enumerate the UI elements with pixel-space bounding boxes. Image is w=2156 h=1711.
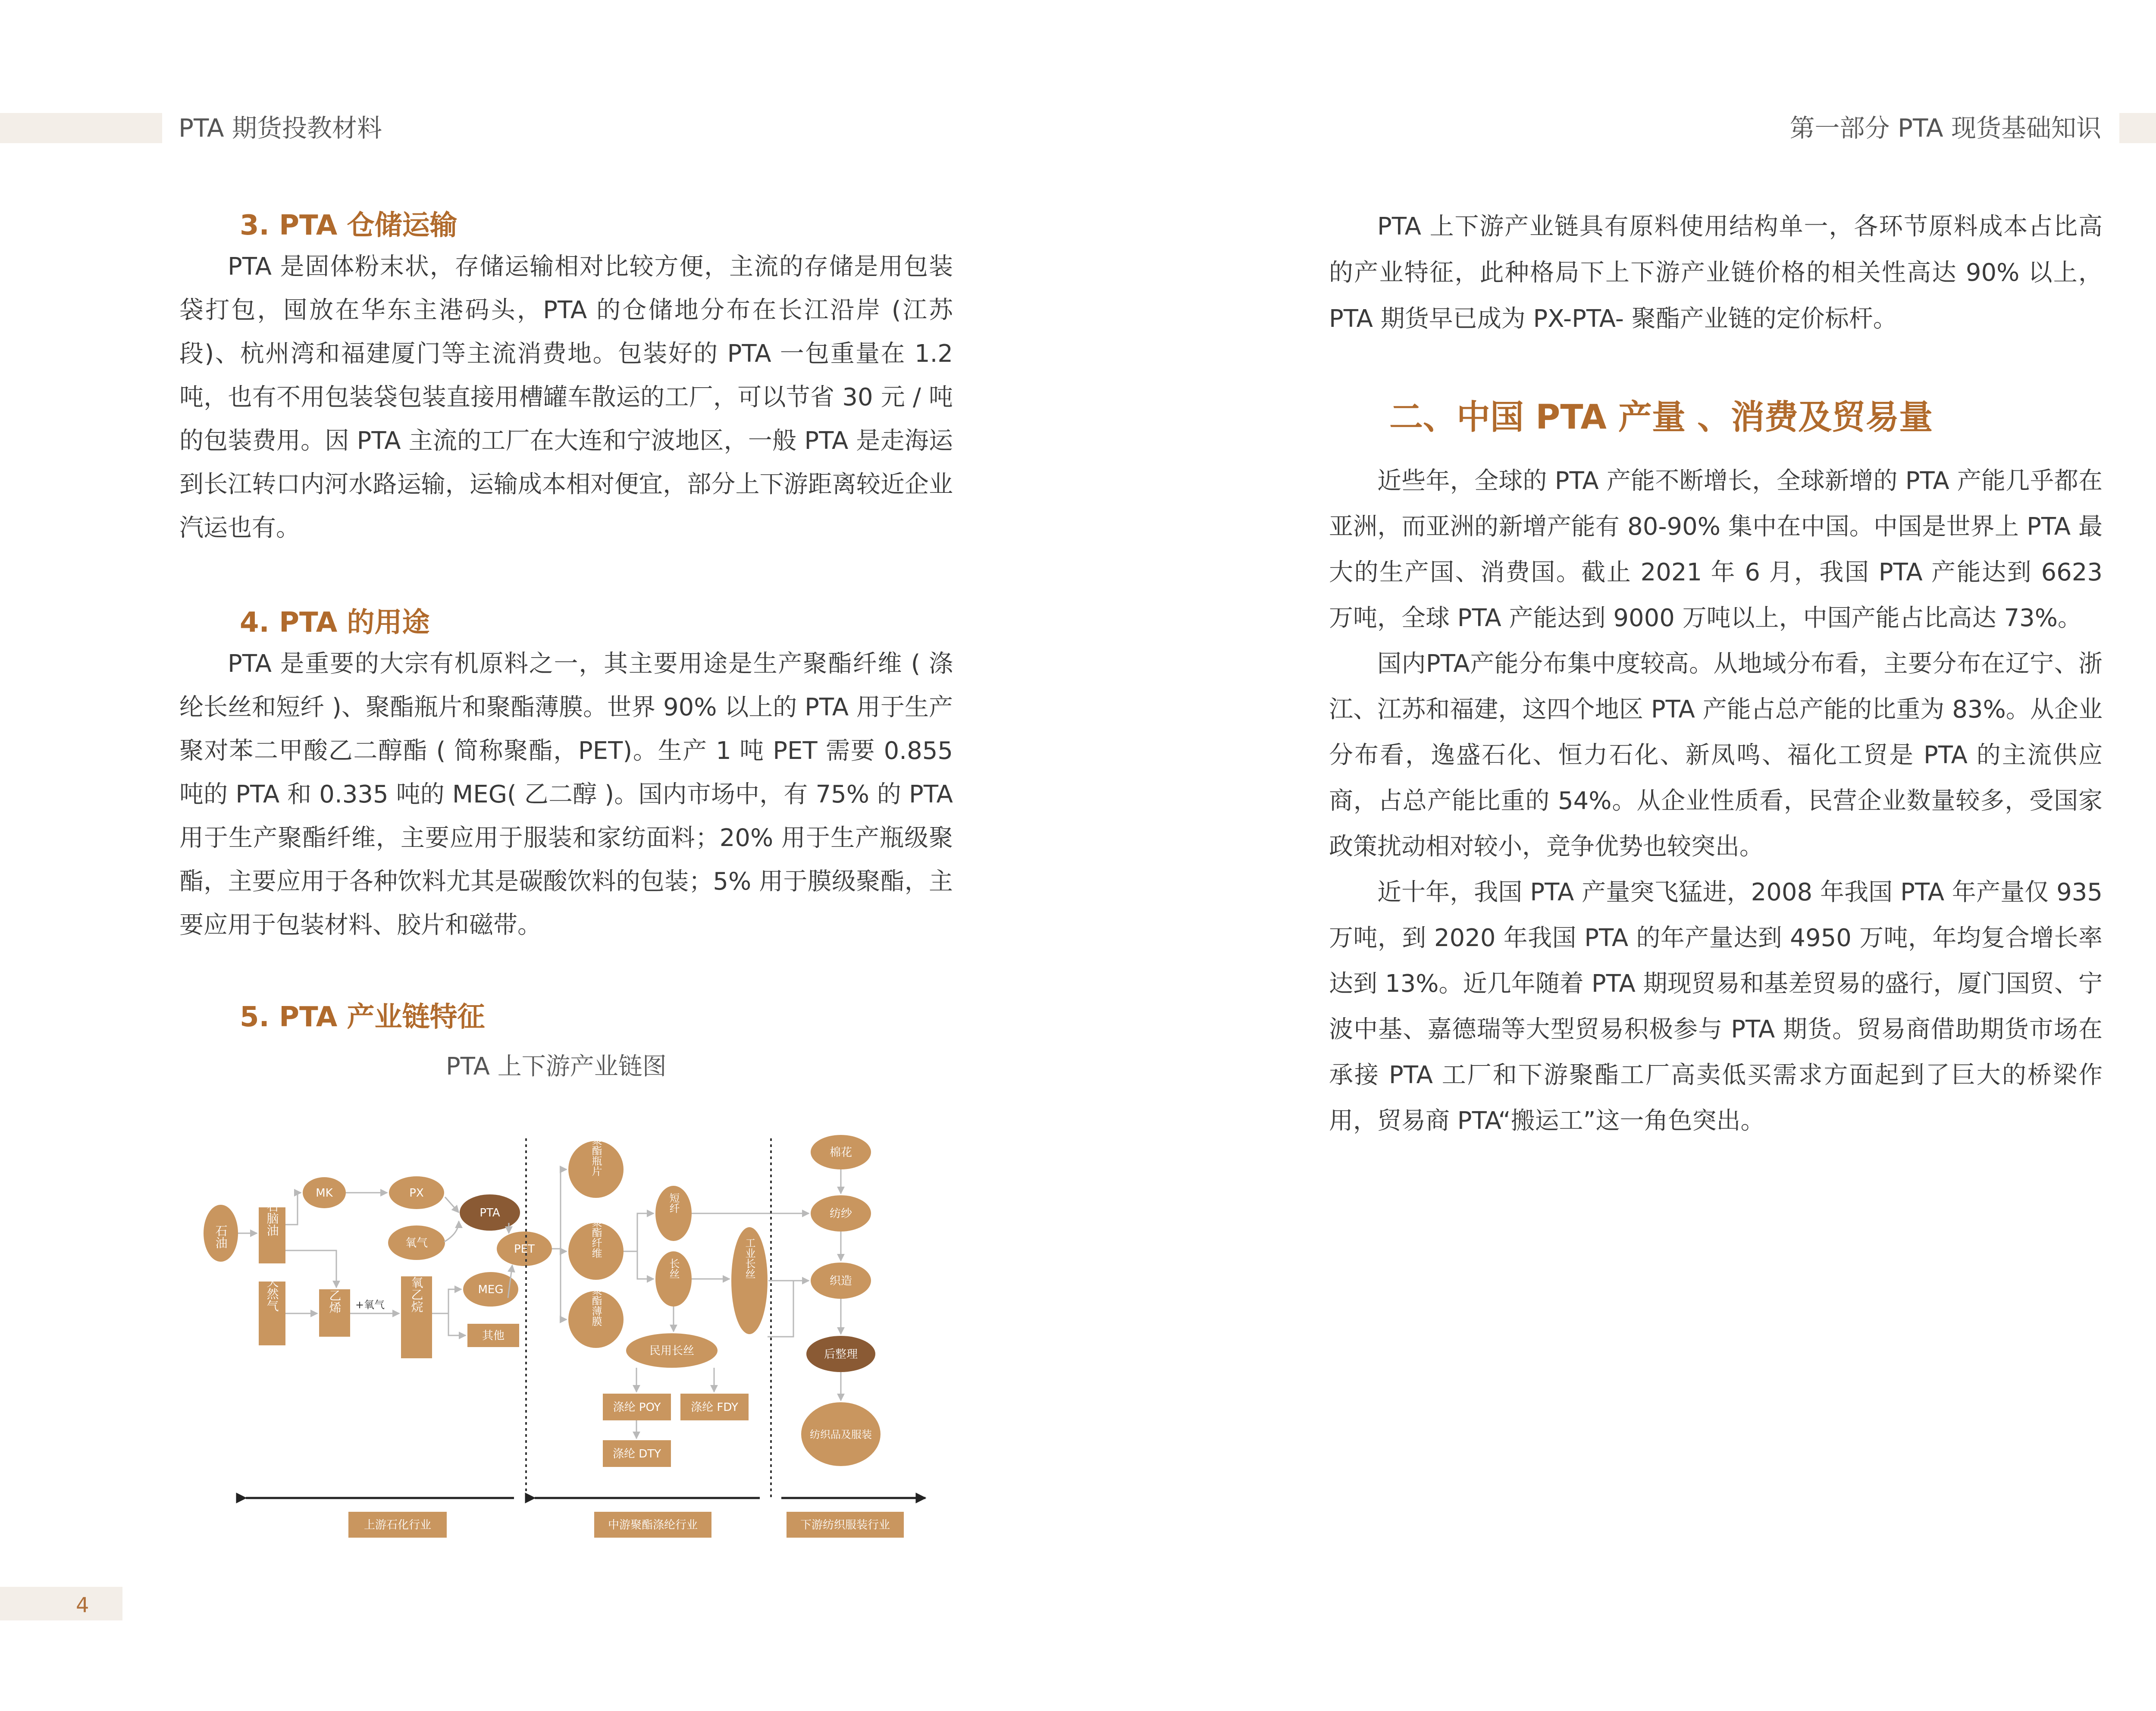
industry-chain-diagram: [190, 1121, 949, 1544]
node-label-poy: 涤纶 POY: [613, 1401, 661, 1414]
node-label-huanyang: 环氧乙烷: [409, 1264, 424, 1313]
node-label-plus-o2: +氧气: [355, 1299, 385, 1311]
node-label-fdy: 涤纶 FDY: [691, 1401, 738, 1414]
header-band-left: [0, 113, 162, 143]
node-label-yangqi: 氧气: [405, 1237, 428, 1250]
label-downstream: 下游纺织服装行业: [800, 1519, 890, 1532]
header-band-right: [2119, 113, 2156, 143]
node-label-xianwei: 聚酯纤维: [590, 1217, 602, 1258]
node-label-baomo: 聚酯薄膜: [590, 1285, 602, 1326]
node-label-dty: 涤纶 DTY: [612, 1448, 661, 1460]
paragraph-3: 近十年，我国 PTA 产量突飞猛进，2008 年我国 PTA 年产量仅 935 万吨，到 2020 年我国 PTA 的年产量达到 4950 万吨，年均复合增长率达到 13%。近几年随着 PTA 期现贸易和基差贸易的盛行，厦门国贸、宁波中基、嘉德瑞等大型贸易积极参与 PTA 期货。贸易商借助期货市场在承接 PTA 工厂和下游聚酯工厂高卖低买需求方面起到了巨大的桥梁作用，贸易商 PTA“搬运工”这一角色突出。: [1329, 878, 2103, 1135]
node-label-pingpian: 聚酯瓶片: [590, 1135, 602, 1176]
section-3-text: PTA 是固体粉末状，存储运输相对比较方便，主流的存储是用包装袋打包，囤放在华东主港码头，PTA 的仓储地分布在长江沿岸 (江苏段)、杭州湾和福建厦门等主流消费地。包装好的 PTA 一包重量在 1.2 吨，也有不用包装袋包装直接用槽罐车散运的工厂，可以节省 30 元 / 吨的包装费用。因 PTA 主流的工厂在大连和宁波地区，一般 PTA 是走海运到长江转口内河水路运输，运输成本相对便宜，部分上下游距离较近企业汽运也有。: [179, 253, 953, 542]
node-label-gongye: 工业长丝: [743, 1238, 755, 1279]
intro-paragraph: PTA 上下游产业链具有原料使用结构单一，各环节原料成本占比高的产业特征，此种格局下上下游产业链价格的相关性高达 90% 以上，PTA 期货早已成为 PX-PTA- 聚酯产业链的定价标杆。: [1329, 213, 2103, 333]
section-3-title: 3. PTA 仓储运输: [240, 210, 458, 241]
node-label-houzhengli: 后整理: [824, 1348, 858, 1361]
paragraph-1: 近些年，全球的 PTA 产能不断增长，全球新增的 PTA 产能几乎都在亚洲，而亚洲的新增产能有 80-90% 集中在中国。中国是世界上 PTA 最大的生产国、消费国。截止 2021 年 6 月，我国 PTA 产能达到 6623 万吨，全球 PTA 产能达到 9000 万吨以上，中国产能占比高达 73%。: [1329, 467, 2103, 632]
node-label-qita: 其他: [482, 1329, 505, 1342]
left-column: [179, 206, 953, 1084]
page-number-left: 4: [76, 1593, 89, 1617]
footer-band-left: [0, 1587, 122, 1620]
node-label-zhizao: 织造: [829, 1275, 852, 1288]
node-label-shinaoyou: 石脑油: [265, 1200, 279, 1236]
header-right-title: 第一部分 PTA 现货基础知识: [1789, 113, 2101, 143]
node-label-mianhua: 棉花: [829, 1146, 852, 1159]
node-label-minyong: 民用长丝: [649, 1344, 695, 1357]
diagram-nodes: [204, 1135, 881, 1467]
paragraph-2: 国内PTA产能分布集中度较高。从地域分布看，主要分布在辽宁、浙江、江苏和福建，这四个地区 PTA 产能占总产能的比重为 83%。从企业分布看，逸盛石化、恒力石化、新凤鸣、福化工贸是 PTA 的主流供应商，占总产能比重的 54%。从企业性质看，民营企业数量较多，受国家政策扰动相对较小，竞争优势也较突出。: [1329, 650, 2103, 861]
header-left-title: PTA 期货投教材料: [179, 113, 382, 143]
node-label-duanxian: 短纤: [667, 1193, 680, 1213]
node-label-tianranqi: 天然气: [265, 1275, 279, 1312]
section-4-text: PTA 是重要的大宗有机原料之一，其主要用途是生产聚酯纤维 ( 涤纶长丝和短纤 )、聚酯瓶片和聚酯薄膜。世界 90% 以上的 PTA 用于生产聚对苯二甲酸乙二醇酯 ( 简称聚酯，PET)。生产 1 吨 PET 需要 0.855 吨的 PTA 和 0.335 吨的 MEG( 乙二醇 )。国内市场中，有 75% 的 PTA 用于生产聚酯纤维，主要应用于服装和家纺面料；20% 用于生产瓶级聚酯，主要应用于各种饮料尤其是碳酸饮料的包装；5% 用于膜级聚酯，主要应用于包装材料、胶片和磁带。: [179, 650, 953, 939]
node-label-px: PX: [409, 1187, 424, 1200]
node-label-fangsha: 纺纱: [829, 1207, 852, 1220]
node-label-changsi: 长丝: [667, 1258, 680, 1279]
label-upstream: 上游石化行业: [364, 1519, 432, 1532]
section-2-title: 二、中国 PTA 产量 、消费及贸易量: [1389, 398, 1933, 437]
node-label-pet: PET: [514, 1243, 535, 1256]
diagram-caption: PTA 上下游产业链图: [446, 1053, 667, 1081]
node-label-yixi: 乙烯: [327, 1289, 342, 1313]
node-label-pta: PTA: [479, 1206, 500, 1219]
node-label-fangzhipin: 纺织品及服装: [810, 1429, 872, 1441]
section-5-title: 5. PTA 产业链特征: [240, 1001, 485, 1033]
section-4-title: 4. PTA 的用途: [240, 607, 430, 639]
right-column: [1329, 204, 2103, 1144]
node-label-meg: MEG: [478, 1283, 504, 1296]
node-label-shiyou: 石油: [213, 1225, 228, 1249]
label-midstream: 中游聚酯涤纶行业: [608, 1519, 698, 1532]
node-label-mk: MK: [316, 1187, 333, 1200]
